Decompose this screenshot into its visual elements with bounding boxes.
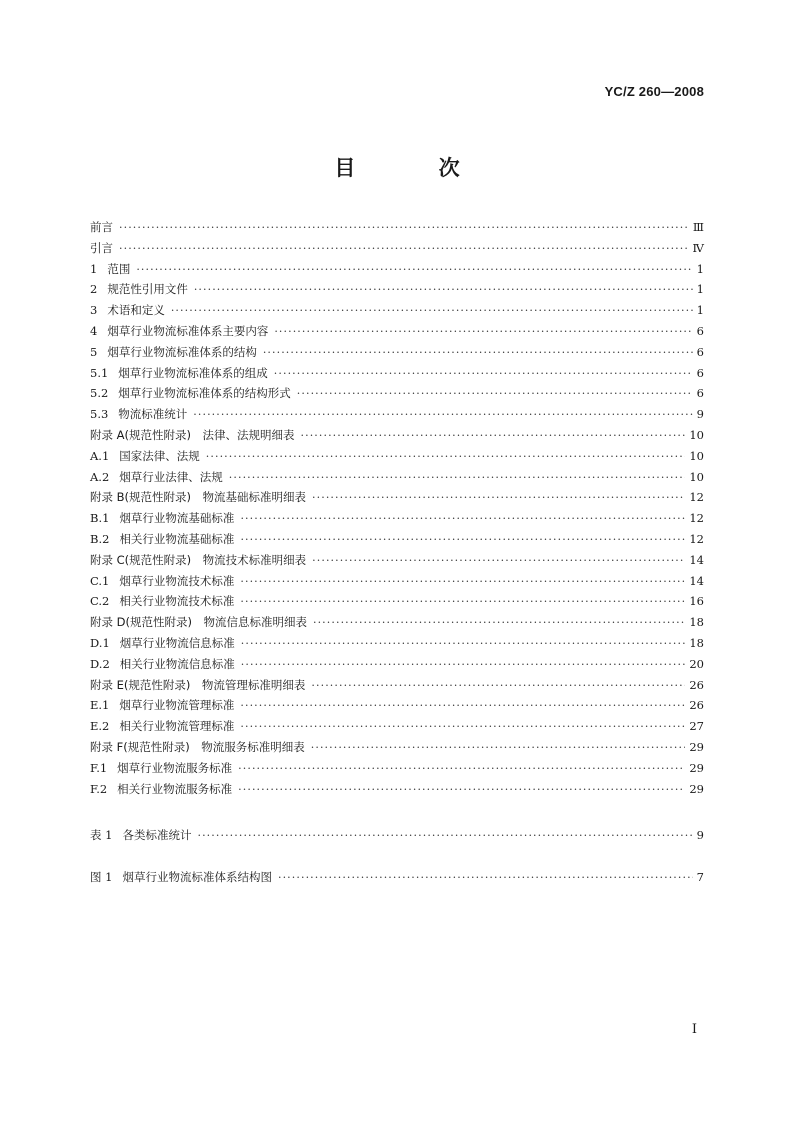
- toc-entry-page: 14: [689, 552, 704, 567]
- toc-entry-text: 附录 C(规范性附录) 物流技术标准明细表: [90, 552, 307, 567]
- toc-entry-page: 10: [689, 448, 704, 463]
- toc-dot-leader: [171, 301, 693, 322]
- toc-entry-label: [90, 612, 313, 633]
- toc-dot-leader: [274, 322, 692, 343]
- toc-entry-number: 4: [90, 323, 98, 338]
- page-number: I: [691, 1022, 697, 1037]
- toc-entry-page: 18: [689, 635, 704, 650]
- toc-entry-text: 烟草行业物流标准体系的组成: [118, 365, 268, 380]
- toc-entry-text: 烟草行业物流标准体系的结构形式: [118, 386, 291, 401]
- toc-entry[interactable]: [90, 758, 704, 779]
- toc-entry[interactable]: [90, 279, 704, 300]
- toc-entry-page: 1: [696, 261, 704, 276]
- toc-dot-leader: [238, 759, 685, 780]
- toc-dot-leader: [241, 634, 686, 655]
- toc-dot-leader: [312, 488, 685, 509]
- toc-entry-text: 术语和定义: [107, 303, 165, 318]
- toc-entry-page: 29: [689, 760, 704, 775]
- toc-entry-page: 6: [696, 323, 704, 338]
- toc-entry[interactable]: [90, 259, 704, 280]
- toc-entry[interactable]: [90, 591, 704, 612]
- toc-dot-leader: [240, 696, 685, 717]
- page-title: 目 次: [334, 156, 498, 180]
- toc-entry-number: 5.2: [90, 386, 109, 401]
- toc-entry-page: 29: [689, 781, 704, 796]
- toc-entry-text: 各类标准统计: [122, 828, 192, 842]
- toc-entry-page: 1: [696, 282, 704, 297]
- toc-dot-leader: [301, 426, 686, 447]
- toc-entry[interactable]: [90, 300, 704, 321]
- toc-entry[interactable]: [90, 867, 704, 888]
- toc-entry-number: 表 1: [90, 828, 113, 842]
- toc-dot-leader: [240, 717, 685, 738]
- toc-entry-label: [90, 758, 238, 779]
- toc-entry[interactable]: [90, 779, 704, 800]
- toc-dot-leader: [240, 592, 685, 613]
- toc-entry[interactable]: [90, 321, 704, 342]
- toc-entry-page: 12: [689, 531, 704, 546]
- toc-dot-leader: [240, 572, 685, 593]
- toc-entry-text: 附录 E(规范性附录) 物流管理标准明细表: [90, 677, 306, 692]
- toc-dot-leader: [241, 655, 686, 676]
- toc-dot-leader: [240, 509, 685, 530]
- toc-entry[interactable]: [90, 571, 704, 592]
- toc-dot-leader: [297, 384, 693, 405]
- toc-entry-label: [90, 238, 119, 259]
- toc-entry-page: Ⅳ: [692, 240, 704, 255]
- toc-dot-leader: [206, 447, 686, 468]
- toc-main-list: [90, 217, 704, 799]
- toc-entry-label: [90, 867, 278, 888]
- toc-entry[interactable]: [90, 654, 704, 675]
- toc-entry-label: [90, 425, 301, 446]
- toc-entry-label: [90, 487, 312, 508]
- toc-entry-label: [90, 467, 229, 488]
- toc-entry-text: 相关行业物流技术标准: [119, 594, 235, 609]
- toc-entry-text: 附录 D(规范性附录) 物流信息标准明细表: [90, 615, 307, 630]
- toc-entry-number: C.2: [90, 594, 110, 609]
- toc-entry-number: F.1: [90, 760, 108, 775]
- toc-entry-number: 5.3: [90, 407, 109, 422]
- toc-entry-page: Ⅲ: [692, 220, 704, 234]
- toc-entry-label: [90, 300, 171, 321]
- toc-entry[interactable]: [90, 467, 704, 488]
- toc-entry-number: A.1: [90, 448, 110, 463]
- toc-entry-number: C.1: [90, 573, 110, 588]
- toc-entry-text: 附录 A(规范性附录) 法律、法规明细表: [90, 427, 295, 442]
- toc-dot-leader: [193, 405, 692, 426]
- toc-entry-label: [90, 654, 241, 675]
- toc-entry-text: 国家法律、法规: [119, 448, 200, 463]
- toc-entry-label: [90, 633, 241, 654]
- toc-entry-text: 规范性引用文件: [107, 282, 188, 297]
- toc-entry-label: [90, 779, 238, 800]
- toc-entry[interactable]: [90, 633, 704, 654]
- toc-dot-leader: [119, 239, 689, 260]
- toc-entry-label: [90, 571, 240, 592]
- toc-entry-number: A.2: [90, 469, 110, 484]
- toc-entry-number: D.1: [90, 635, 110, 650]
- toc-entry[interactable]: [90, 695, 704, 716]
- toc-dot-leader: [194, 280, 693, 301]
- toc-entry-text: 物流标准统计: [118, 407, 188, 422]
- toc-entry-page: 29: [689, 739, 704, 754]
- toc-entry-label: [90, 404, 193, 425]
- toc-entry-text: 附录 F(规范性附录) 物流服务标准明细表: [90, 739, 305, 754]
- toc-dot-leader: [274, 364, 693, 385]
- toc-entry-page: 27: [689, 719, 704, 734]
- toc-tables-list: [90, 825, 704, 846]
- toc-dot-leader: [278, 868, 693, 889]
- toc-entry-text: 烟草行业物流技术标准: [119, 573, 235, 588]
- toc-entry[interactable]: [90, 508, 704, 529]
- toc-entry[interactable]: [90, 446, 704, 467]
- toc-entry-text: 前言: [90, 220, 113, 234]
- toc-entry-label: [90, 279, 194, 300]
- toc-entry-label: [90, 529, 240, 550]
- toc-entry[interactable]: [90, 383, 704, 404]
- toc-entry[interactable]: [90, 825, 704, 846]
- toc-entry-number: D.2: [90, 656, 110, 671]
- toc-entry-text: 相关行业物流信息标准: [119, 656, 235, 671]
- toc-entry-page: 12: [689, 490, 704, 505]
- toc-entry-page: 10: [689, 469, 704, 484]
- toc-figures-list: [90, 867, 704, 888]
- toc-entry-label: [90, 446, 206, 467]
- toc-entry-page: 18: [689, 615, 704, 630]
- toc-entry-label: [90, 591, 240, 612]
- toc-entry-text: 烟草行业法律、法规: [119, 469, 223, 484]
- toc-entry-text: 相关行业物流管理标准: [119, 719, 235, 734]
- toc-entry-page: 26: [689, 677, 704, 692]
- toc-entry-page: 1: [696, 303, 704, 318]
- toc-entry-number: E.2: [90, 719, 110, 734]
- toc-entry-text: 范围: [107, 261, 131, 276]
- toc-entry[interactable]: [90, 487, 704, 508]
- toc-dot-leader: [263, 343, 693, 364]
- toc-entry-text: 烟草行业物流标准体系的结构: [107, 344, 257, 359]
- toc-entry-number: 2: [90, 282, 98, 297]
- toc-entry-text: 引言: [90, 240, 113, 255]
- toc-entry-text: 烟草行业物流信息标准: [119, 635, 235, 650]
- toc-entry-page: 6: [696, 344, 704, 359]
- toc-dot-leader: [136, 260, 692, 281]
- toc-entry-text: 烟草行业物流标准体系主要内容: [107, 323, 269, 338]
- toc-entry[interactable]: [90, 612, 704, 633]
- toc-entry-page: 12: [689, 511, 704, 526]
- toc-entry-label: [90, 383, 297, 404]
- toc-entry-label: [90, 321, 274, 342]
- toc-entry-number: 1: [90, 261, 98, 276]
- toc-entry-page: 9: [696, 407, 704, 422]
- toc-entry-number: 5.1: [90, 365, 109, 380]
- toc-dot-leader: [240, 530, 685, 551]
- toc-entry-label: [90, 675, 311, 696]
- toc-entry-label: [90, 363, 274, 384]
- toc-entry-number: 5: [90, 344, 98, 359]
- toc-entry-page: 9: [696, 828, 704, 842]
- toc-entry-label: [90, 737, 311, 758]
- toc-dot-leader: [238, 780, 685, 801]
- toc-dot-leader: [119, 218, 689, 239]
- toc-entry-label: [90, 508, 240, 529]
- toc-entry[interactable]: [90, 737, 704, 758]
- toc-entry-label: [90, 550, 312, 571]
- toc-dot-leader: [311, 738, 686, 759]
- toc-entry-page: 10: [689, 427, 704, 442]
- toc-entry-number: 图 1: [90, 870, 113, 884]
- toc-entry[interactable]: [90, 217, 704, 238]
- toc-entry[interactable]: [90, 716, 704, 737]
- toc-entry[interactable]: [90, 550, 704, 571]
- toc-entry-number: F.2: [90, 781, 108, 796]
- standard-code: YC/Z 260—2008: [604, 84, 704, 99]
- toc-dot-leader: [229, 468, 686, 489]
- toc-entry[interactable]: [90, 425, 704, 446]
- toc-dot-leader: [313, 613, 685, 634]
- toc-entry-label: [90, 217, 119, 238]
- toc-entry-label: [90, 342, 263, 363]
- toc-entry-text: 烟草行业物流基础标准: [119, 511, 235, 526]
- toc-entry-page: 6: [696, 386, 704, 401]
- toc-entry[interactable]: [90, 238, 704, 259]
- toc-entry-label: [90, 695, 240, 716]
- toc-entry[interactable]: [90, 404, 704, 425]
- toc-entry-text: 相关行业物流服务标准: [117, 781, 233, 796]
- toc-entry-label: [90, 825, 197, 846]
- toc-entry[interactable]: [90, 342, 704, 363]
- toc-dot-leader: [312, 551, 685, 572]
- toc-dot-leader: [311, 676, 685, 697]
- toc-entry-text: 相关行业物流基础标准: [119, 531, 235, 546]
- toc-entry-page: 16: [689, 594, 704, 609]
- toc-entry-page: 14: [689, 573, 704, 588]
- toc-entry-page: 7: [696, 870, 704, 884]
- toc-entry-text: 烟草行业物流管理标准: [119, 698, 235, 713]
- toc-entry-number: E.1: [90, 698, 110, 713]
- toc-entry-page: 6: [696, 365, 704, 380]
- toc-entry[interactable]: [90, 529, 704, 550]
- toc-dot-leader: [197, 826, 692, 847]
- toc-entry-page: 20: [689, 656, 704, 671]
- toc-entry-text: 烟草行业物流标准体系结构图: [122, 870, 272, 884]
- toc-entry-page: 26: [689, 698, 704, 713]
- toc-entry-number: B.2: [90, 531, 110, 546]
- toc-entry-text: 附录 B(规范性附录) 物流基础标准明细表: [90, 490, 307, 505]
- toc-entry-text: 烟草行业物流服务标准: [117, 760, 233, 775]
- toc-entry-label: [90, 259, 136, 280]
- toc-entry-label: [90, 716, 240, 737]
- toc-entry-number: B.1: [90, 511, 110, 526]
- toc-entry-number: 3: [90, 303, 98, 318]
- toc-entry[interactable]: [90, 675, 704, 696]
- toc-entry[interactable]: [90, 363, 704, 384]
